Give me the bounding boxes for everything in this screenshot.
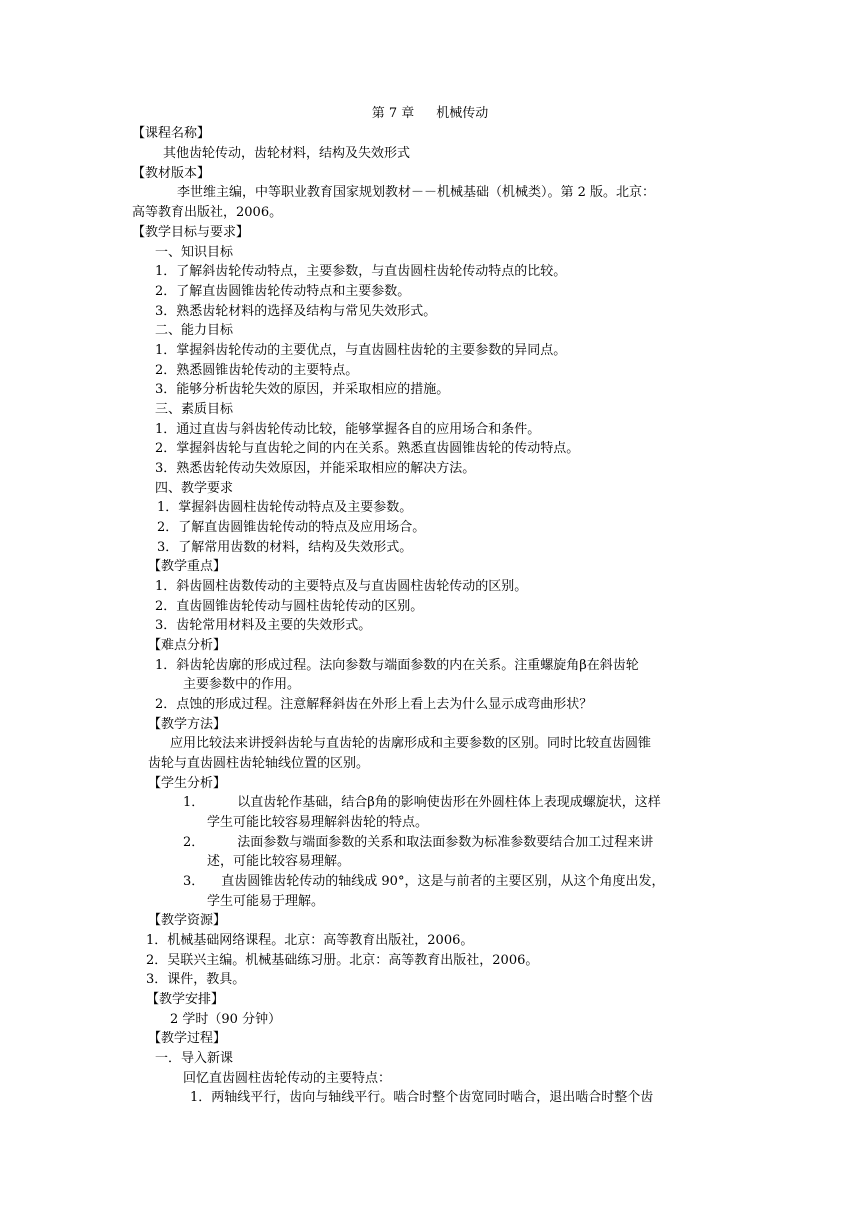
process-intro: 回忆直齿圆柱齿轮传动的主要特点： xyxy=(183,1071,392,1086)
chapter-number: 第 7 章 xyxy=(371,106,415,121)
knowledge-title: 一、知识目标 xyxy=(155,245,234,260)
course-name-text: 其他齿轮传动，齿轮材料，结构及失效形式 xyxy=(163,146,411,161)
requirements-title: 四、教学要求 xyxy=(155,481,234,496)
heading-process: 【教学过程】 xyxy=(148,1031,227,1046)
list-item: 3．齿轮常用材料及主要的失效形式。 xyxy=(155,618,372,633)
item-number: 3． xyxy=(183,874,205,889)
quality-title: 三、素质目标 xyxy=(155,402,234,417)
list-item: 2．熟悉圆锥齿轮传动的主要特点。 xyxy=(155,363,359,378)
heading-textbook: 【教材版本】 xyxy=(132,166,211,181)
methods-line-2: 齿轮与直齿圆柱齿轮轴线位置的区别。 xyxy=(148,756,370,771)
list-item: 2．了解直齿圆锥齿轮传动特点和主要参数。 xyxy=(155,284,411,299)
list-item: 2．吴联兴主编。机械基础练习册。北京：高等教育出版社，2006。 xyxy=(146,953,539,968)
list-item xyxy=(183,793,661,813)
list-item: 3．了解常用齿数的材料，结构及失效形式。 xyxy=(157,540,413,555)
heading-resources: 【教学资源】 xyxy=(148,913,227,928)
list-item: 1．掌握斜齿轮传动的主要优点，与直齿圆柱齿轮的主要参数的异同点。 xyxy=(155,343,567,358)
list-item-continuation: 述，可能比较容易理解。 xyxy=(207,854,351,869)
list-item: 1．通过直齿与斜齿轮传动比较，能够掌握各自的应用场合和条件。 xyxy=(155,422,541,437)
list-item: 3．能够分析齿轮失效的原因，并采取相应的措施。 xyxy=(155,382,450,397)
schedule-text: 2 学时（90 分钟） xyxy=(170,1012,282,1027)
list-item-continuation: 学生可能比较容易理解斜齿轮的特点。 xyxy=(207,815,429,830)
chapter-name: 机械传动 xyxy=(436,106,489,121)
item-text: 直齿圆锥齿轮传动的轴线成 90°，这是与前者的主要区别，从这个角度出发， xyxy=(221,874,665,889)
heading-course-name: 【课程名称】 xyxy=(132,126,211,141)
list-item: 2．了解直齿圆锥齿轮传动的特点及应用场合。 xyxy=(157,520,426,535)
list-item: 1．了解斜齿轮传动特点，主要参数，与直齿圆柱齿轮传动特点的比较。 xyxy=(155,264,567,279)
item-number: 2． xyxy=(183,835,205,850)
list-item: 1．掌握斜齿圆柱齿轮传动特点及主要参数。 xyxy=(157,500,413,515)
heading-goals: 【教学目标与要求】 xyxy=(132,225,250,240)
item-text: 以直齿轮作基础，结合β角的影响使齿形在外圆柱体上表现成螺旋状，这样 xyxy=(237,795,661,810)
heading-schedule: 【教学安排】 xyxy=(146,992,225,1007)
ability-title: 二、能力目标 xyxy=(155,323,234,338)
list-item: 1．机械基础网络课程。北京：高等教育出版社，2006。 xyxy=(146,933,474,948)
list-item: 3．课件，教具。 xyxy=(146,972,246,987)
page-title xyxy=(0,104,860,124)
list-item xyxy=(183,833,653,853)
list-item: 1．斜齿轮齿廓的形成过程。法向参数与端面参数的内在关系。注重螺旋角β在斜齿轮 xyxy=(155,658,639,673)
heading-difficulties: 【难点分析】 xyxy=(148,638,227,653)
list-item-continuation: 主要参数中的作用。 xyxy=(183,677,301,692)
textbook-line-1: 李世维主编，中等职业教育国家规划教材－－机械基础（机械类）。第 2 版。北京： xyxy=(177,185,656,200)
list-item: 3．熟悉齿轮传动失效原因，并能采取相应的解决方法。 xyxy=(155,461,476,476)
list-item: 2．直齿圆锥齿轮传动与圆柱齿轮传动的区别。 xyxy=(155,599,424,614)
heading-methods: 【教学方法】 xyxy=(148,717,227,732)
list-item: 3．熟悉齿轮材料的选择及结构与常见失效形式。 xyxy=(155,304,437,319)
list-item: 2．点蚀的形成过程。注意解释斜齿在外形上看上去为什么显示成弯曲形状？ xyxy=(155,697,593,712)
list-item: 1．两轴线平行，齿向与轴线平行。啮合时整个齿宽同时啮合，退出啮合时整个齿 xyxy=(190,1090,654,1105)
item-number: 1． xyxy=(183,795,205,810)
item-text: 法面参数与端面参数的关系和取法面参数为标准参数要结合加工过程来讲 xyxy=(237,835,654,850)
list-item: 1．斜齿圆柱齿数传动的主要特点及与直齿圆柱齿轮传动的区别。 xyxy=(155,579,528,594)
heading-key-points: 【教学重点】 xyxy=(148,559,227,574)
list-item xyxy=(183,872,664,892)
textbook-line-2: 高等教育出版社，2006。 xyxy=(132,205,283,220)
heading-students: 【学生分析】 xyxy=(148,776,227,791)
methods-line-1: 应用比较法来讲授斜齿轮与直齿轮的齿廓形成和主要参数的区别。同时比较直齿圆锥 xyxy=(170,736,652,751)
process-section: 一．导入新课 xyxy=(155,1051,234,1066)
list-item-continuation: 学生可能易于理解。 xyxy=(207,894,325,909)
list-item: 2．掌握斜齿轮与直齿轮之间的内在关系。熟悉直齿圆锥齿轮的传动特点。 xyxy=(155,441,580,456)
